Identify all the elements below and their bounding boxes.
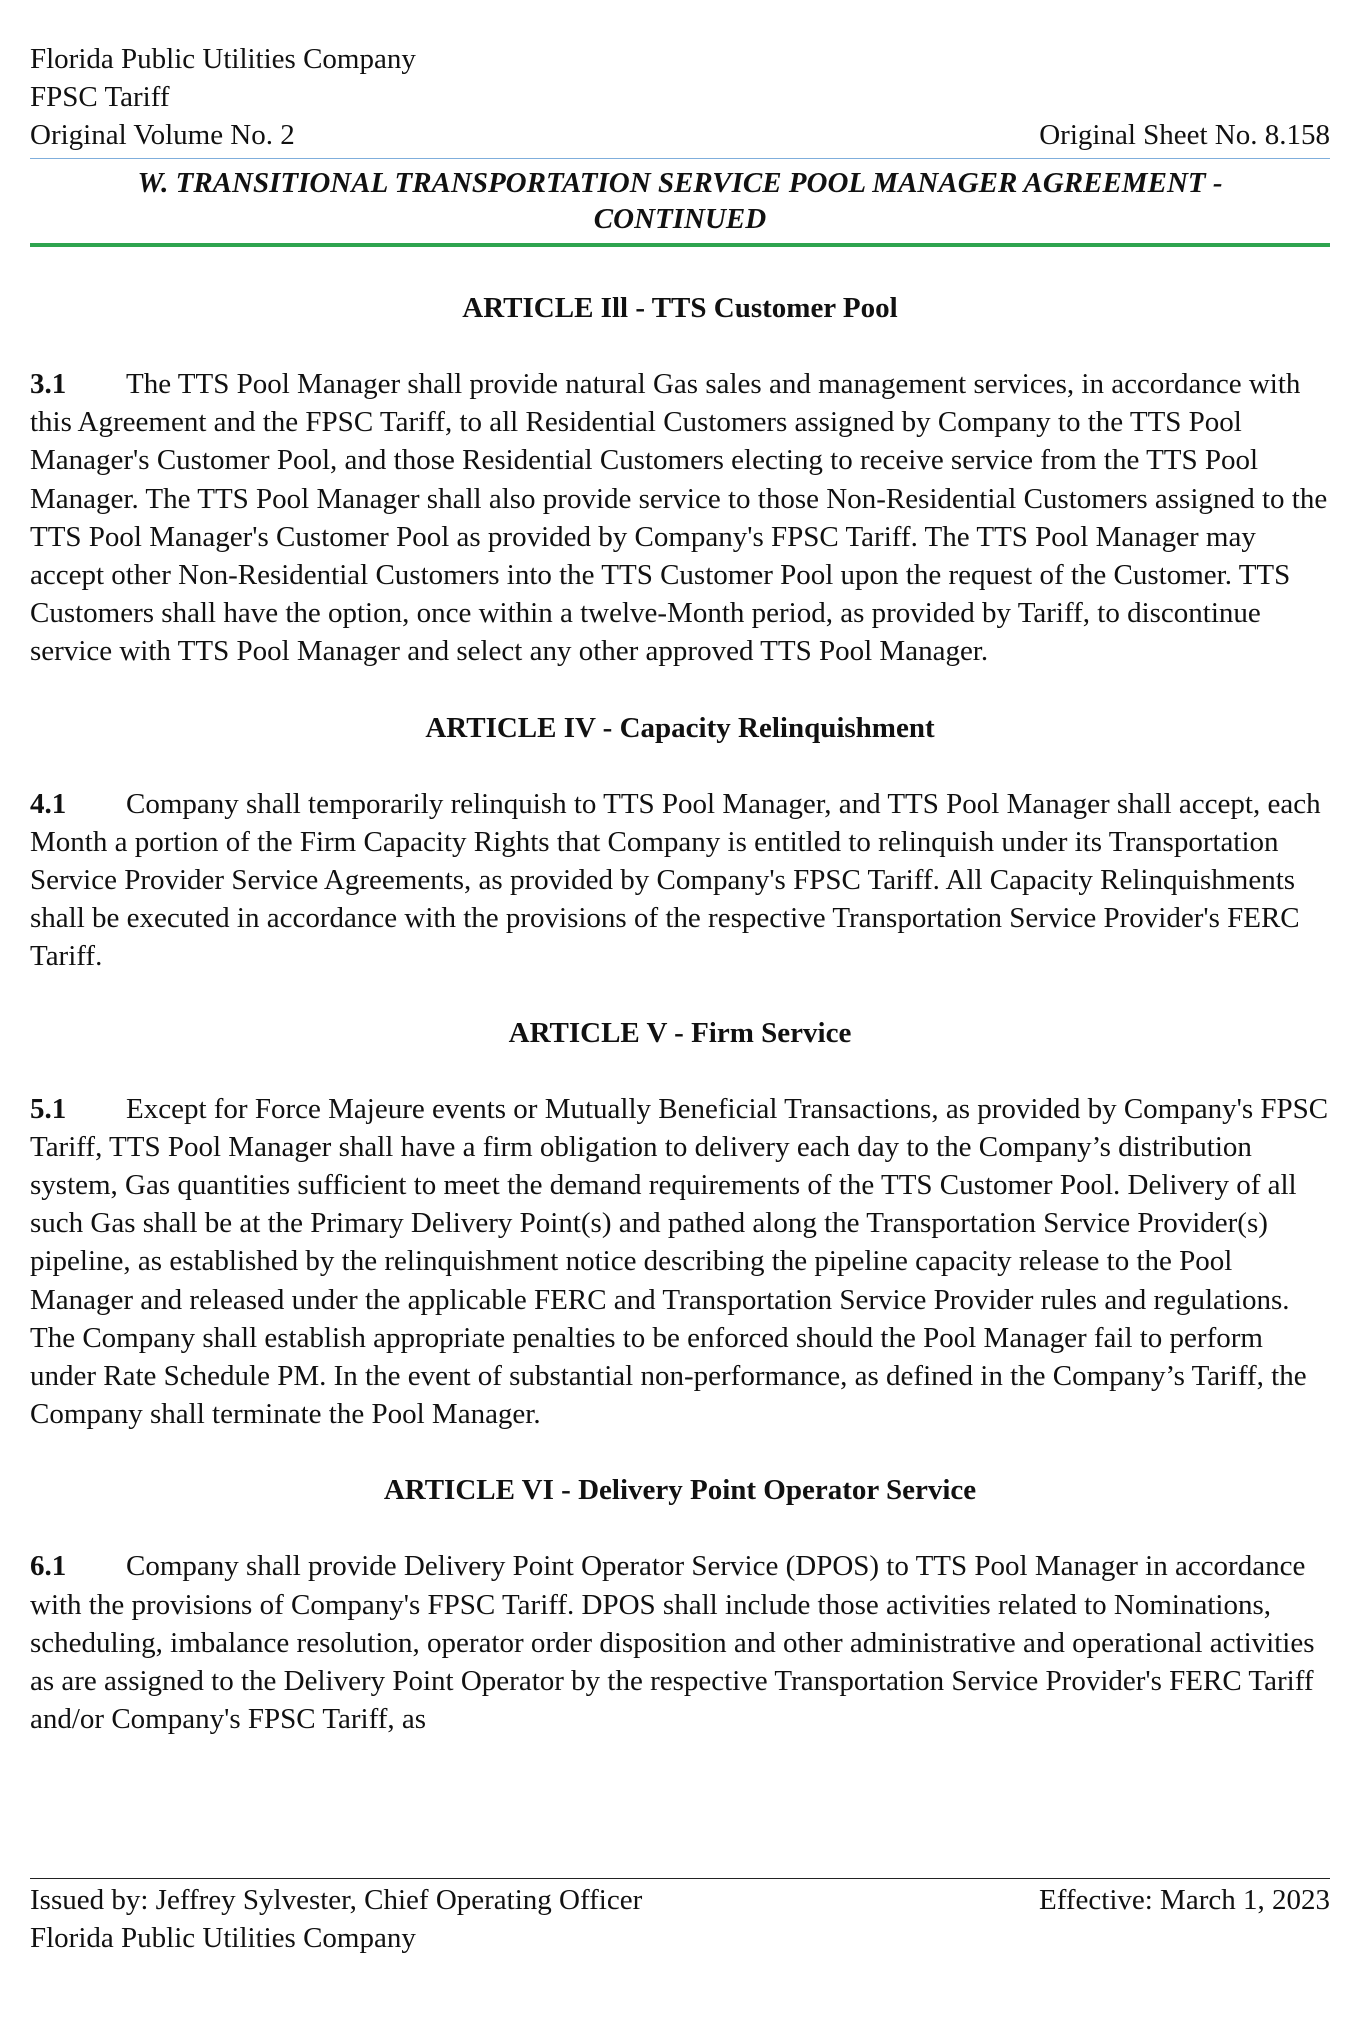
paragraph-number: 4.1 — [30, 787, 67, 820]
header-volume: Original Volume No. 2 — [30, 119, 295, 151]
footer-issued-by: Issued by: Jeffrey Sylvester, Chief Operating Officer — [30, 1884, 643, 1916]
article-heading-prefix: ARTICLE IV - — [425, 711, 620, 744]
paragraph-5-1 — [30, 1090, 1330, 1434]
paragraph-6-1 — [30, 1547, 1330, 1738]
paragraph-number: 5.1 — [30, 1092, 67, 1125]
section-title-line-1: W. TRANSITIONAL TRANSPORTATION SERVICE POOL MANAGER AGREEMENT - — [137, 167, 1223, 199]
article-heading-5 — [30, 1014, 1330, 1052]
section-title — [30, 165, 1330, 237]
page-footer — [30, 1878, 1330, 1957]
footer-row — [30, 1881, 1330, 1919]
paragraph-number: 6.1 — [30, 1550, 67, 1583]
tariff-page — [30, 40, 1330, 2000]
footer-company: Florida Public Utilities Company — [30, 1922, 416, 1954]
header-divider — [30, 158, 1330, 159]
header-tariff: FPSC Tariff — [30, 81, 170, 113]
section-title-line-2: CONTINUED — [593, 203, 767, 235]
paragraph-4-1 — [30, 785, 1330, 976]
article-heading-6 — [30, 1471, 1330, 1509]
footer-divider — [30, 1878, 1330, 1879]
footer-effective-date: Effective: March 1, 2023 — [1039, 1884, 1330, 1916]
paragraph-text: Company shall temporarily relinquish to TTS Pool Manager, and TTS Pool Manager shall accept, each Month a portion of the Firm Capacity Rights that Company is entitled to relinquish under its Transportation Service Provider Service Agreements, as provided by Company's FPSC Tariff. All Capacity Relinquishments shall be executed in accordance with the provisions of the respective Transportation Service Provider's FERC Tariff. — [30, 787, 1321, 973]
paragraph-number: 3.1 — [30, 368, 67, 400]
article-heading-title: Capacity Relinquishment — [619, 711, 935, 744]
article-heading-title: TTS Customer Pool — [651, 292, 898, 324]
paragraph-text: Company shall provide Delivery Point Operator Service (DPOS) to TTS Pool Manager in accordance with the provisions of Company's FPSC Tariff. DPOS shall include those activities related to Nominations, scheduling, imbalance resolution, operator order disposition and other administrative and operational activities as are assigned to the Delivery Point Operator by the respective Transportation Service Provider's FERC Tariff and/or Company's FPSC Tariff, as — [30, 1550, 1315, 1736]
article-heading-title: Firm Service — [691, 1016, 852, 1049]
article-heading-prefix: ARTICLE V - — [508, 1016, 692, 1049]
header-sheet-number: Original Sheet No. 8.158 — [1039, 119, 1330, 151]
title-divider — [30, 243, 1330, 247]
header-company: Florida Public Utilities Company — [30, 43, 416, 75]
article-heading-3 — [30, 289, 1330, 327]
paragraph-text: Except for Force Majeure events or Mutually Beneficial Transactions, as provided by Company's FPSC Tariff, TTS Pool Manager shall have a firm obligation to delivery each day to the Company’s distribution system, Gas quantities sufficient to meet the demand requirements of the TTS Customer Pool. Delivery of all such Gas shall be at the Primary Delivery Point(s) and pathed along the Transportation Service Provider(s) pipeline, as established by the relinquishment notice describing the pipeline capacity release to the Pool Manager and released under the applicable FERC and Transportation Service Provider rules and regulations. The Company shall establish appropriate penalties to be enforced should the Pool Manager fail to perform under Rate Schedule PM. In the event of substantial non-performance, as defined in the Company’s Tariff, the Company shall terminate the Pool Manager. — [30, 1092, 1329, 1431]
article-heading-prefix: ARTICLE Ill - — [462, 292, 652, 324]
paragraph-text: The TTS Pool Manager shall provide natural Gas sales and management services, in accordance with this Agreement and the FPSC Tariff, to all Residential Customers assigned by Company to the TTS Pool Manager's Customer Pool, and those Residential Customers electing to receive service from the TTS Pool Manager. The TTS Pool Manager shall also provide service to those Non-Residential Customers assigned to the TTS Pool Manager's Customer Pool as provided by Company's FPSC Tariff. The TTS Pool Manager may accept other Non-Residential Customers into the TTS Customer Pool upon the request of the Customer. TTS Customers shall have the option, once within a twelve-Month period, as provided by Tariff, to discontinue service with TTS Pool Manager and select any other approved TTS Pool Manager. — [30, 368, 1328, 668]
article-heading-4 — [30, 709, 1330, 747]
paragraph-3-1 — [30, 365, 1330, 671]
header-volume-row — [30, 116, 1330, 154]
article-heading-title: Delivery Point Operator Service — [578, 1474, 977, 1507]
article-heading-prefix: ARTICLE VI - — [383, 1474, 579, 1507]
